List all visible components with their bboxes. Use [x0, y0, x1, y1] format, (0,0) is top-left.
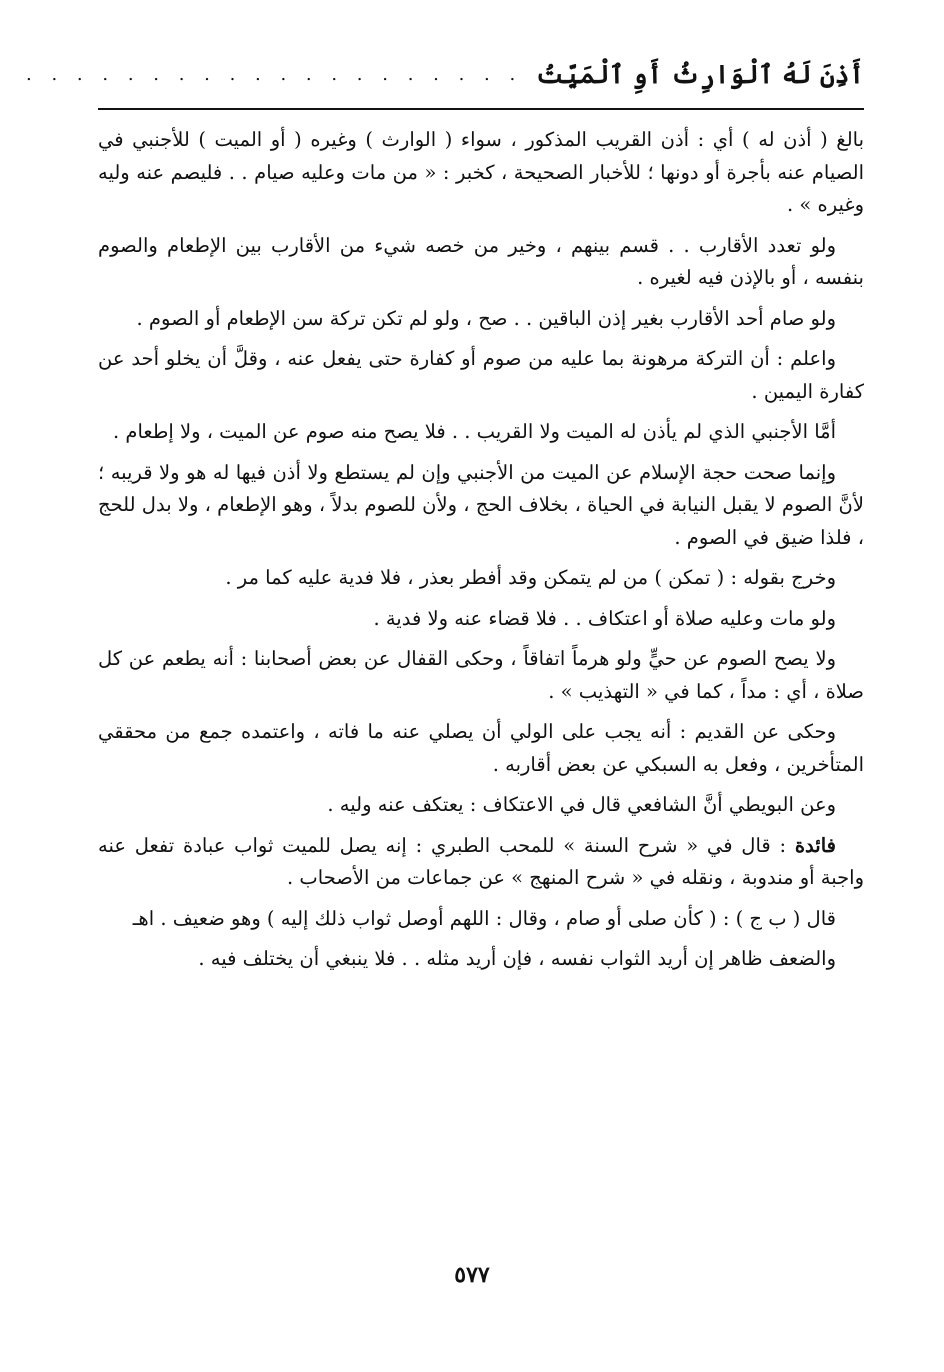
paragraph-14 [98, 943, 864, 976]
paragraph-text: أمَّا الأجنبي الذي لم يأذن له الميت ولا القريب . . فلا يصح منه صوم عن الميت ، ولا إطعام . [113, 420, 836, 443]
paragraph-text: قال ( ب ج ) : ( كأن صلى أو صام ، وقال : اللهم أوصل ثواب ذلك إليه ) وهو ضعيف . اهـ [132, 906, 836, 930]
paragraph-text: : قال في « شرح السنة » للمحب الطبري : إنه يصل للميت ثواب عبادة تفعل عنه واجبة أو مندوبة ، ونقله في « شرح المنهج » عن جماعات من الأصحاب . [98, 833, 864, 889]
paragraph-text: وعن البويطي أنَّ الشافعي قال في الاعتكاف : يعتكف عنه وليه . [327, 793, 836, 816]
paragraph-4 [98, 343, 864, 408]
paragraph-text: وحكى عن القديم : أنه يجب على الولي أن يصلي عنه ما فاته ، واعتمده جمع من محققي المتأخرين ، وفعل به السبكي عن بعض أقاربه . [98, 720, 864, 776]
paragraph-13 [98, 903, 864, 936]
paragraph-10 [98, 716, 864, 781]
paragraph-12 [98, 830, 864, 895]
paragraph-text: ولو تعدد الأقارب . . قسم بينهم ، وخير من خصه شيء من الأقارب بين الإطعام والصوم بنفسه ، أو بالإذن فيه لغيره . [98, 233, 864, 289]
paragraph-5 [98, 416, 864, 449]
paragraph-1 [98, 124, 864, 222]
paragraph-9 [98, 643, 864, 708]
page-number: ٥٧٧ [454, 1262, 490, 1288]
paragraph-11 [98, 789, 864, 822]
paragraph-6 [98, 457, 864, 555]
paragraph-7 [98, 562, 864, 595]
paragraph-8 [98, 603, 864, 636]
paragraph-text: والضعف ظاهر إن أريد الثواب نفسه ، فإن أريد مثله . . فلا ينبغي أن يختلف فيه . [198, 947, 836, 970]
paragraph-text: بالغ ( أذن له ) أي : أذن القريب المذكور ، سواء ( الوارث ) وغيره ( أو الميت ) للأجنبي في الصيام عنه بأجرة أو دونها ؛ للأخبار الصحيحة ، كخبر : « من مات وعليه صيام . . فليصم عنه وليه وغيره » . [98, 128, 864, 216]
running-header [26, 52, 864, 96]
paragraph-text: ولو صام أحد الأقارب بغير إذن الباقين . . صح ، ولو لم تكن تركة سن الإطعام أو الصوم . [136, 306, 836, 330]
body-text [98, 124, 864, 984]
paragraph-3 [98, 303, 864, 336]
paragraph-text: واعلم : أن التركة مرهونة بما عليه من صوم أو كفارة حتى يفعل عنه ، وقلَّ أن يخلو أحد عن كفارة اليمين . [98, 347, 864, 403]
paragraph-text: ولا يصح الصوم عن حيٍّ ولو هرماً اتفاقاً ، وحكى القفال عن بعض أصحابنا : أنه يطعم عن كل صلاة ، أي : مداً ، كما في « التهذيب » . [98, 647, 864, 703]
paragraph-text: وخرج بقوله : ( تمكن ) من لم يتمكن وقد أفطر بعذر ، فلا فدية عليه كما مر . [225, 566, 836, 589]
header-rule [98, 108, 864, 110]
paragraph-text: ولو مات وعليه صلاة أو اعتكاف . . فلا قضاء عنه ولا فدية . [373, 606, 836, 630]
header-title: أَذِنَ لَهُ ٱلْوَارِثُ أَوِ ٱلْمَيِّتُ [536, 59, 864, 89]
header-leader-dots: . . . . . . . . . . . . . . . . . . . . [26, 63, 523, 85]
paragraph-2 [98, 230, 864, 295]
paragraph-lead-word: فائدة [794, 833, 836, 857]
paragraph-text: وإنما صحت حجة الإسلام عن الميت من الأجنبي وإن لم يستطع ولا أذن فيها له هو ولا قريبه ؛ لأنَّ الصوم لا يقبل النيابة في الحياة ، بخلاف الحج ، ولأن للصوم بدلاً ، وهو الإطعام ، ولا بدل للحج ، فلذا ضيق في الصوم . [98, 460, 864, 549]
